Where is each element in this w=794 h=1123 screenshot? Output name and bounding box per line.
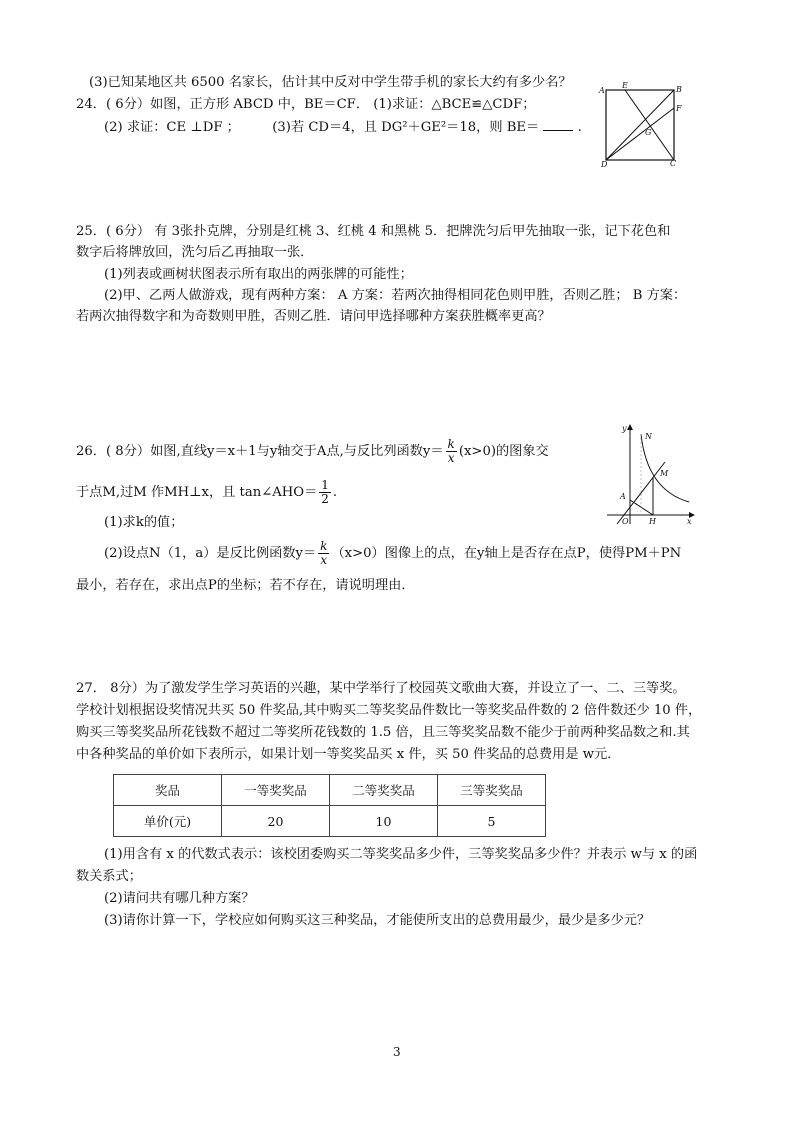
diagonal-bd [606, 90, 674, 160]
q25-line2: 数字后将牌放回，洗匀后乙再抽取一张． [76, 245, 314, 260]
label-a: A [620, 492, 626, 501]
q27-line3: 购买三等奖奖品所花钱数不超过二等奖所花钱数的 1.5 倍，且三等奖奖品数不能少于前两种奖品数之和.其 [76, 725, 690, 740]
q26-line5: 最小，若存在，求出点P的坐标；若不存在，请说明理由． [76, 578, 415, 593]
q26-line2 [76, 478, 337, 508]
label-f: F [676, 104, 682, 113]
table-header-cell: 一等奖奖品 [222, 775, 330, 806]
fraction2-denominator: x [320, 553, 328, 567]
q25-line1: 25．( 6分） 有 3张扑克牌，分别是红桃 3、红桃 4 和黑桃 5．把牌洗匀后甲先抽取一张，记下花色和 [76, 224, 671, 239]
q26-part2-end: （x>0）图像上的点，在y轴上是否存在点P，使得PM＋PN [331, 546, 682, 561]
answer-blank [543, 118, 573, 131]
q27-part2: (2)请问共有哪几种方案？ [104, 891, 255, 906]
y-axis-arrow [627, 424, 633, 430]
q24-square-figure [598, 82, 688, 168]
q27-part1: (1)用含有 x 的代数式表示：该校团委购买二等奖奖品多少件，三等奖奖品多少件？并表示 w与 x 的函 [104, 847, 698, 862]
table-cell: 20 [222, 806, 330, 837]
fraction-k-over-x [446, 438, 457, 465]
q24-line1: 24．( 6分）如图，正方形 ABCD 中，BE＝CF． (1)求证：△BCE≌△CDF； [76, 97, 536, 112]
q25-part1: (1)列表或画树状图表示所有取出的两张牌的可能性； [104, 267, 413, 282]
segment-df [606, 108, 674, 160]
page-number: 3 [393, 1045, 401, 1059]
label-m: M [660, 469, 669, 478]
label-y: y [622, 424, 627, 433]
q23-part3: (3)已知某地区共 6500 名家长，估计其中反对中学生带手机的家长大约有多少名？ [89, 75, 572, 90]
q26-part1: (1)求k的值； [104, 515, 184, 530]
table-row [114, 806, 546, 837]
q26-line2-start: 于点M,过M 作MH⊥x，且 tan∠AHO＝ [76, 485, 318, 500]
q26-line2-end: . [332, 485, 338, 500]
fraction-numerator: k [447, 437, 455, 451]
q27-part3: (3)请你计算一下，学校应如何购买这三种奖品，才能使所支出的总费用最少，最少是多少元？ [104, 913, 651, 928]
q26-part2 [104, 539, 681, 569]
hyperbola-curve [641, 434, 689, 502]
q27-line1: 27． 8分）为了激发学生学习英语的兴趣，某中学举行了校园英文歌曲大赛，并设立了一、二、三等奖。 [76, 681, 686, 696]
q27-part1-cont: 数关系式； [76, 869, 142, 884]
q26-line1-end: (x>0)的图象交 [458, 444, 549, 459]
label-d: D [601, 160, 608, 168]
fraction-denominator: x [447, 451, 455, 465]
table-header-cell: 二等奖奖品 [330, 775, 438, 806]
label-n: N [645, 432, 652, 441]
label-a: A [599, 86, 605, 95]
q27-line2: 学校计划根据设奖情况共买 50 件奖品,其中购买二等奖奖品件数比一等奖奖品件数的 2 倍件数还少 10 件， [76, 703, 702, 718]
label-o: O [622, 517, 629, 526]
fraction2-numerator: k [320, 539, 328, 553]
prize-price-table [113, 774, 546, 837]
label-b: B [676, 85, 682, 94]
table-cell: 10 [330, 806, 438, 837]
q26-line1-start: 26．( 8分）如图,直线y＝x＋1与y轴交于A点,与反比列函数y＝ [76, 444, 444, 459]
fraction-k-over-x-2 [318, 540, 329, 567]
label-h: H [649, 517, 656, 526]
q26-graph-figure [603, 420, 703, 528]
q24-part3: (3)若 CD＝4，且 DG²＋GE²＝18，则 BE＝ [272, 120, 540, 135]
segment-ah [630, 500, 653, 515]
table-header-cell: 三等奖奖品 [438, 775, 546, 806]
table-cell: 5 [438, 806, 546, 837]
segment-ce [625, 90, 674, 160]
q24-line2-end: . [577, 120, 582, 135]
table-cell: 单价(元) [114, 806, 222, 837]
table-header-row [114, 775, 546, 806]
half-numerator: 1 [321, 478, 329, 492]
q24-line2 [104, 118, 582, 137]
q27-line4: 中各种奖品的单价如下表所示，如果计划一等奖奖品买 x 件，买 50 件奖品的总费用是 w元． [76, 747, 621, 762]
q26-part2-start: (2)设点N（1，a）是反比例函数y＝ [104, 546, 317, 561]
q25-line5: 若两次抽得数字和为奇数则甲胜，否则乙胜．请问甲选择哪种方案获胜概率更高？ [76, 309, 551, 324]
label-e: E [622, 82, 628, 90]
fraction-one-half [319, 479, 331, 506]
label-x: x [687, 517, 692, 526]
half-denominator: 2 [321, 492, 329, 506]
q24-part2: (2) 求证：CE ⊥DF ； [104, 120, 240, 135]
q25-part2: (2)甲、乙两人做游戏，现有两种方案： A 方案：若两次抽得相同花色则甲胜，否则乙胜； B 方案： [104, 288, 687, 303]
q26-line1 [76, 437, 549, 467]
label-g: G [645, 128, 652, 137]
label-c: C [670, 159, 677, 168]
table-header-cell: 奖品 [114, 775, 222, 806]
